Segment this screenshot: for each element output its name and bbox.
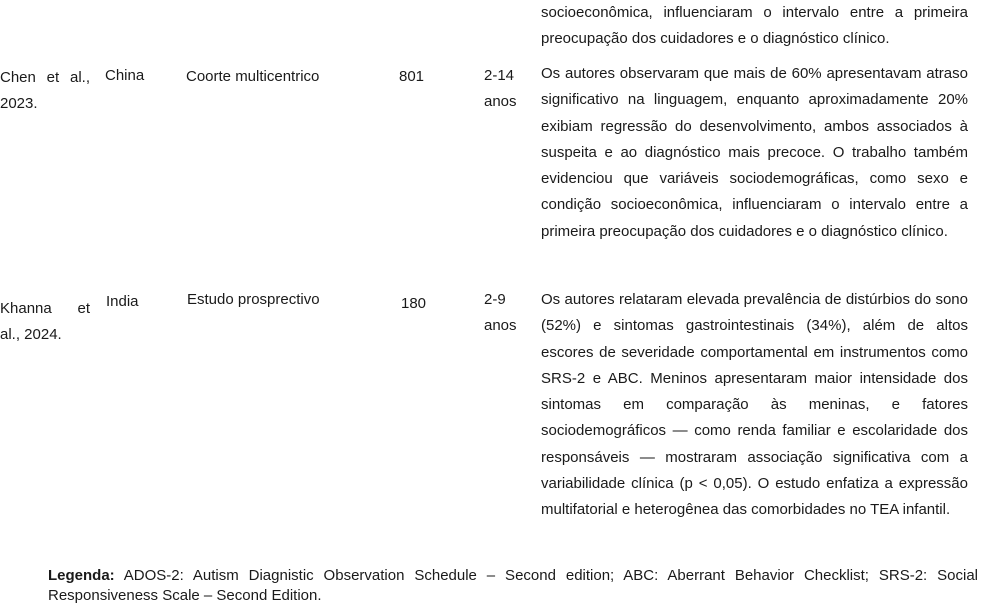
author-cell: Khanna et al., 2024. [0,300,90,344]
country-cell: China [105,67,145,84]
age-range-cell: 2-14 anos [484,67,517,111]
author-cell: Chen et al., 2023. [0,69,90,113]
legend-text: ADOS-2: Autism Diagnistic Observation Schedule – Second edition; ABC: Aberrant Behavior Checklist; SRS-2: Social Responsiveness Scale – Second Edition. [48,567,978,604]
age-range-cell: 2-9 anos [484,291,517,335]
legend-label: Legenda: [48,567,115,584]
sample-size-cell: 801 [399,68,425,85]
sample-size-cell: 180 [401,295,427,312]
country-cell: India [106,293,139,310]
study-design-cell: Estudo prosprectivo [187,291,320,308]
summary-cell: Os autores relataram elevada prevalência de distúrbios do sono (52%) e sintomas gastrointestinais (34%), além de altos escores de severidade comportamental em instrumentos como SRS-2 e ABC. Meninos apresentaram maior intensidade dos sintomas em comparação às meninas, e fatores sociodemográficos — como renda familiar e escolaridade dos responsáveis — mostraram associação significativa com a variabilidade clínica (p < 0,05). O estudo enfatiza a expressão multifatorial e heterogênea das comorbidades no TEA infantil. [541,291,968,519]
table-legend [48,566,978,606]
study-design-cell: Coorte multicentrico [186,68,320,85]
summary-cell: Os autores observaram que mais de 60% apresentavam atraso significativo na linguagem, enquanto aproximadamente 20% exibiam regressão do desenvolvimento, ambos associados à suspeita e ao diagnóstico mais precoce. O trabalho também evidenciou que variáveis sociodemográficas, como sexo e condição socioeconômica, influenciaram o intervalo entre a primeira preocupação dos cuidadores e o diagnóstico clínico. [541,65,968,240]
previous-row-summary-continuation: socioeconômica, influenciaram o intervalo entre a primeira preocupação dos cuidadores e o diagnóstico clínico. [541,4,968,48]
